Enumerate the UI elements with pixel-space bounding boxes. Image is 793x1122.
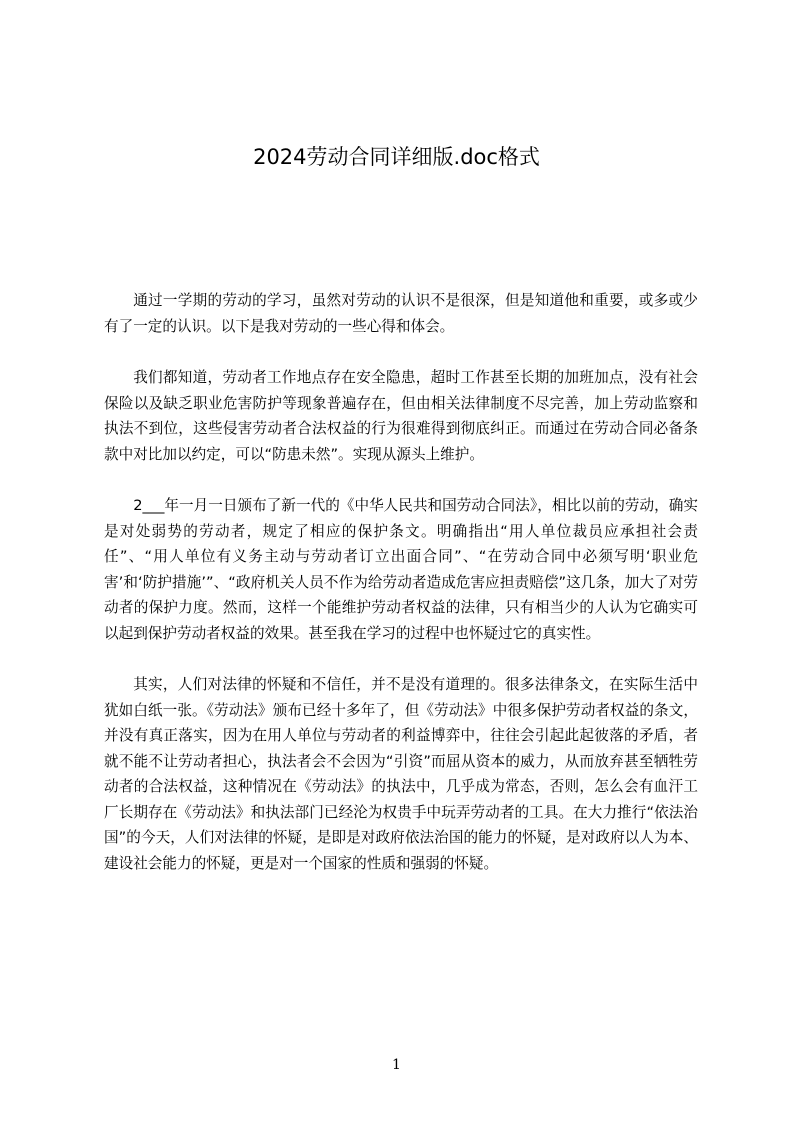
paragraph-labor-contract-law: 2___年一月一日颁布了新一代的《中华人民共和国劳动合同法》，相比以前的劳动，确实是对处弱势的劳动者，规定了相应的保护条文。明确指出“用人单位裁员应承担社会责任”、“用人单位有义务主动与劳动者订立出面合同”、“在劳动合同中必须写明‘职业危害’和‘防护措施’”、“政府机关人员不作为给劳动者造成危害应担责赔偿”这几条，加大了对劳动者的保护力度。然而，这样一个能维护劳动者权益的法律，只有相当少的人认为它确实可以起到保护劳动者权益的效果。甚至我在学习的过程中也怀疑过它的真实性。	[104, 497, 698, 642]
page-number: 1	[392, 1057, 401, 1073]
paragraph-intro: 通过一学期的劳动的学习，虽然对劳动的认识不是很深，但是知道他和重要，或多或少有了一定的认识。以下是我对劳动的一些心得和体会。	[104, 292, 698, 335]
paragraph-doubt-of-law: 其实，人们对法律的怀疑和不信任，并不是没有道理的。很多法律条文，在实际生活中犹如白纸一张。《劳动法》颁布已经十多年了，但《劳动法》中很多保护劳动者权益的条文，并没有真正落实，因为在用人单位与劳动者的利益博弈中，往往会引起此起彼落的矛盾，者就不能不让劳动者担心，执法者会不会因为“引资”而屈从资本的威力，从而放弃甚至牺牲劳动者的合法权益，这种情况在《劳动法》的执法中，几乎成为常态，否则，怎么会有血汗工厂长期存在《劳动法》和执法部门已经沦为权贵手中玩弄劳动者的工具。在大力推行“依法治国”的今天，人们对法律的怀疑，是即是对政府依法治国的能力的怀疑，是对政府以人为本、建设社会能力的怀疑，更是对一个国家的性质和强弱的怀疑。	[104, 676, 698, 872]
document-body	[104, 288, 698, 876]
paragraph-safety-hazards: 我们都知道，劳动者工作地点存在安全隐患，超时工作甚至长期的加班加点，没有社会保险以及缺乏职业危害防护等现象普遍存在，但由相关法律制度不尽完善，加上劳动监察和执法不到位，这些侵害劳动者合法权益的行为很难得到彻底纠正。而通过在劳动合同必备条款中对比加以约定，可以“防患未然”。实现从源头上维护。	[104, 369, 698, 463]
document-title: 2024劳动合同详细版.doc格式	[253, 145, 540, 169]
